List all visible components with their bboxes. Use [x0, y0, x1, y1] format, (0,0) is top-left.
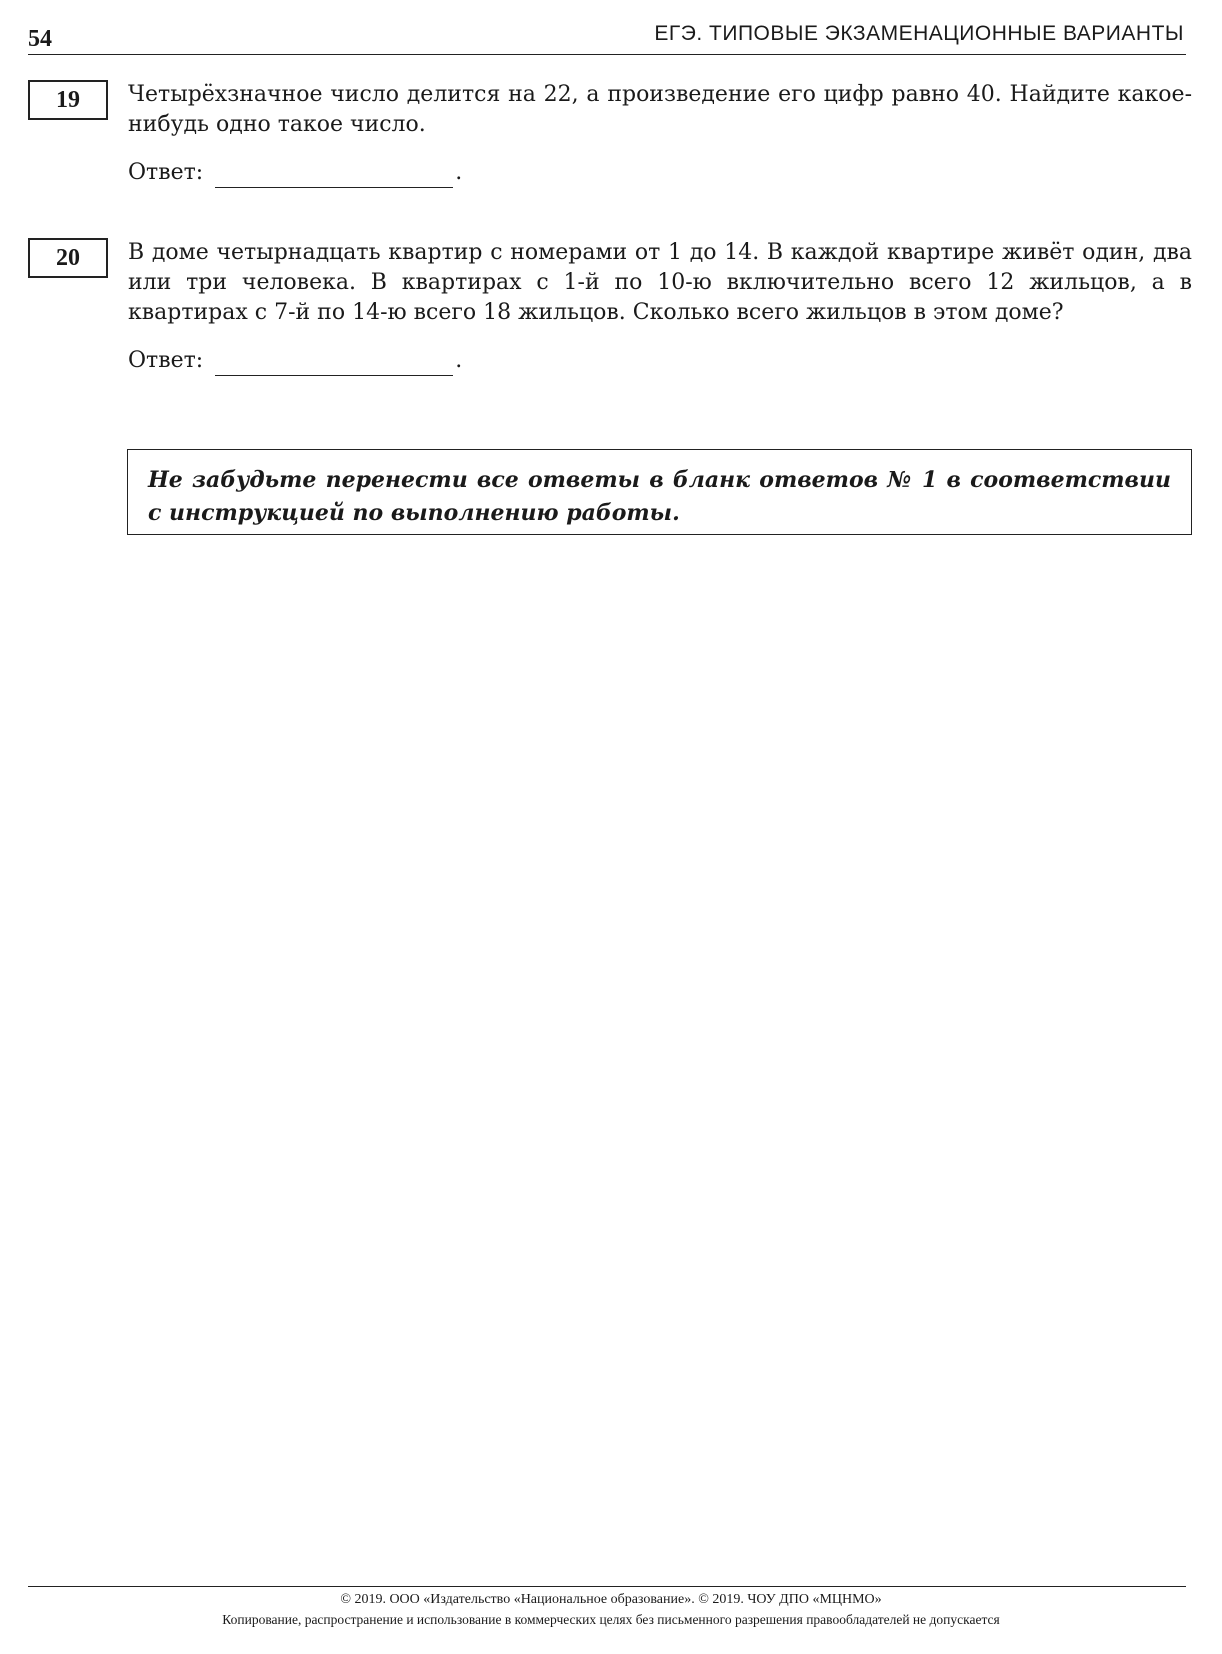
task-text: В доме четырнадцать квартир с номерами от 1 до 14. В каждой квартире живёт один, два или три человека. В квартирах с 1-й по 10-ю включительно всего 12 жильцов, а в квартирах с 7-й по 14-ю всего 18 жильцов. Сколько всего жильцов в этом доме? — [128, 240, 1192, 325]
answer-period: . — [455, 160, 463, 185]
task-number-box: 20 — [28, 238, 108, 278]
task-text: Четырёхзначное число делится на 22, а произведение его цифр равно 40. Найдите какое-нибудь одно такое число. — [128, 82, 1192, 137]
reminder-box: Не забудьте перенести все ответы в бланк ответов № 1 в соответствии с инструкцией по выполнению работы. — [127, 449, 1192, 535]
header-rule — [28, 54, 1186, 55]
answer-period: . — [455, 348, 463, 373]
answer-row — [128, 158, 1192, 188]
answer-row — [128, 346, 1192, 376]
answer-label: Ответ: — [128, 160, 204, 185]
answer-field[interactable] — [215, 351, 453, 376]
task-20 — [28, 238, 1192, 376]
running-head: ЕГЭ. ТИПОВЫЕ ЭКЗАМЕНАЦИОННЫЕ ВАРИАНТЫ — [654, 22, 1184, 45]
task-19 — [28, 80, 1192, 188]
page-number: 54 — [28, 26, 52, 52]
footer-rule — [28, 1586, 1186, 1587]
task-number-box: 19 — [28, 80, 108, 120]
footer-notice: Копирование, распространение и использование в коммерческих целях без письменного разрешения правообладателей не допускается — [222, 1612, 1000, 1627]
answer-label: Ответ: — [128, 348, 204, 373]
footer-copyright: © 2019. ООО «Издательство «Национальное образование». © 2019. ЧОУ ДПО «МЦНМО» — [340, 1592, 882, 1607]
answer-field[interactable] — [215, 163, 453, 188]
